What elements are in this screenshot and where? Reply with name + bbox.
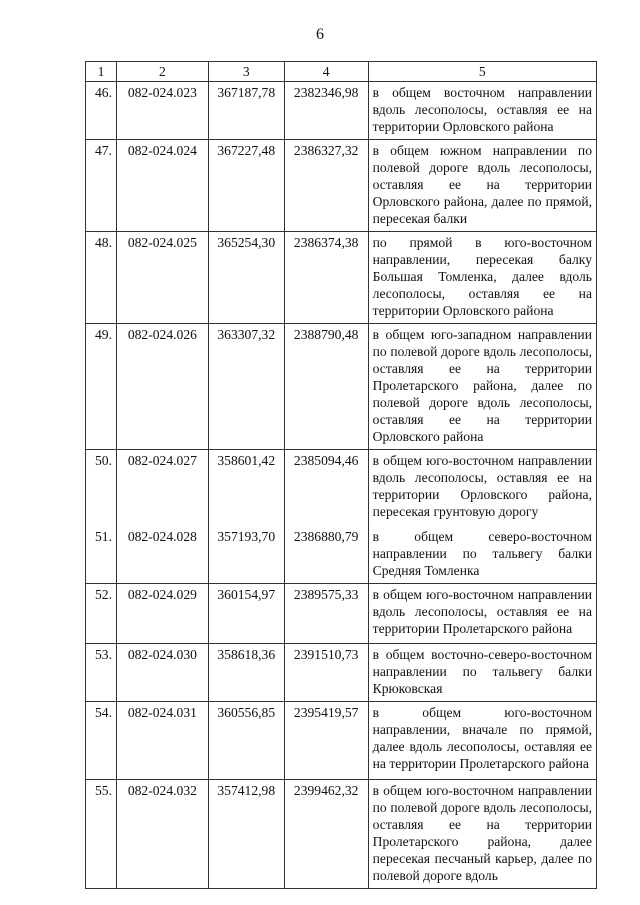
table-row xyxy=(86,584,597,644)
x-coordinate: 360556,85 xyxy=(208,702,284,780)
y-coordinate: 2391510,73 xyxy=(284,644,368,702)
point-code: 082-024.029 xyxy=(116,584,208,644)
x-coordinate: 358618,36 xyxy=(208,644,284,702)
row-number: 51. xyxy=(86,526,117,584)
table-row xyxy=(86,232,597,324)
table-row xyxy=(86,644,597,702)
y-coordinate: 2385094,46 xyxy=(284,450,368,527)
x-coordinate: 357193,70 xyxy=(208,526,284,584)
y-coordinate: 2386374,38 xyxy=(284,232,368,324)
point-code: 082-024.031 xyxy=(116,702,208,780)
y-coordinate: 2399462,32 xyxy=(284,780,368,889)
boundary-description: в общем восточно-северо-восточном направлении по тальвегу балки Крюковская xyxy=(368,644,596,702)
table-row xyxy=(86,324,597,450)
page-number: 6 xyxy=(316,26,324,43)
table-header-row xyxy=(86,62,597,82)
table-row xyxy=(86,140,597,232)
row-number: 47. xyxy=(86,140,117,232)
boundary-description: в общем юго-западном направлении по полевой дороге вдоль лесополосы, оставляя ее на территории Пролетарского района, далее по полевой дороге вдоль лесополосы, оставляя ее на территории Орловского района xyxy=(368,324,596,450)
x-coordinate: 365254,30 xyxy=(208,232,284,324)
x-coordinate: 363307,32 xyxy=(208,324,284,450)
boundary-description: в общем восточном направлении вдоль лесополосы, оставляя ее на территории Орловского района xyxy=(368,82,596,140)
column-header-2: 2 xyxy=(116,62,208,82)
y-coordinate: 2386327,32 xyxy=(284,140,368,232)
x-coordinate: 357412,98 xyxy=(208,780,284,889)
point-code: 082-024.027 xyxy=(116,450,208,527)
table-row xyxy=(86,450,597,527)
y-coordinate: 2388790,48 xyxy=(284,324,368,450)
point-code: 082-024.028 xyxy=(116,526,208,584)
table-row xyxy=(86,702,597,780)
point-code: 082-024.032 xyxy=(116,780,208,889)
y-coordinate: 2389575,33 xyxy=(284,584,368,644)
column-header-1: 1 xyxy=(86,62,117,82)
boundary-description: в общем северо-восточном направлении по тальвегу балки Средняя Томленка xyxy=(368,526,596,584)
row-number: 54. xyxy=(86,702,117,780)
row-number: 55. xyxy=(86,780,117,889)
boundary-description: по прямой в юго-восточном направлении, пересекая балку Большая Томленка, далее вдоль лесополосы, оставляя ее на территории Орловского района xyxy=(368,232,596,324)
column-header-3: 3 xyxy=(208,62,284,82)
point-code: 082-024.025 xyxy=(116,232,208,324)
boundary-description: в общем юго-восточном направлении вдоль лесополосы, оставляя ее на территории Пролетарского района xyxy=(368,584,596,644)
x-coordinate: 367187,78 xyxy=(208,82,284,140)
point-code: 082-024.023 xyxy=(116,82,208,140)
point-code: 082-024.026 xyxy=(116,324,208,450)
column-header-4: 4 xyxy=(284,62,368,82)
row-number: 49. xyxy=(86,324,117,450)
row-number: 48. xyxy=(86,232,117,324)
boundary-description: в общем юго-восточном направлении, вначале по прямой, далее вдоль лесополосы, оставляя ее на территории Пролетарского района xyxy=(368,702,596,780)
table-row xyxy=(86,526,597,584)
row-number: 46. xyxy=(86,82,117,140)
x-coordinate: 367227,48 xyxy=(208,140,284,232)
y-coordinate: 2386880,79 xyxy=(284,526,368,584)
table-row xyxy=(86,780,597,889)
row-number: 50. xyxy=(86,450,117,527)
x-coordinate: 360154,97 xyxy=(208,584,284,644)
column-header-5: 5 xyxy=(368,62,596,82)
table-row xyxy=(86,82,597,140)
row-number: 53. xyxy=(86,644,117,702)
row-number: 52. xyxy=(86,584,117,644)
y-coordinate: 2382346,98 xyxy=(284,82,368,140)
point-code: 082-024.030 xyxy=(116,644,208,702)
x-coordinate: 358601,42 xyxy=(208,450,284,527)
y-coordinate: 2395419,57 xyxy=(284,702,368,780)
boundary-description: в общем юго-восточном направлении по полевой дороге вдоль лесополосы, оставляя ее на территории Пролетарского района, далее пересекая песчаный карьер, далее по полевой дороге вдоль xyxy=(368,780,596,889)
boundary-description: в общем юго-восточном направлении вдоль лесополосы, оставляя ее на территории Орловского района, пересекая грунтовую дорогу xyxy=(368,450,596,527)
boundary-table xyxy=(85,61,597,889)
point-code: 082-024.024 xyxy=(116,140,208,232)
boundary-description: в общем южном направлении по полевой дороге вдоль лесополосы, оставляя ее на территории Орловского района, далее по прямой, пересекая балки xyxy=(368,140,596,232)
